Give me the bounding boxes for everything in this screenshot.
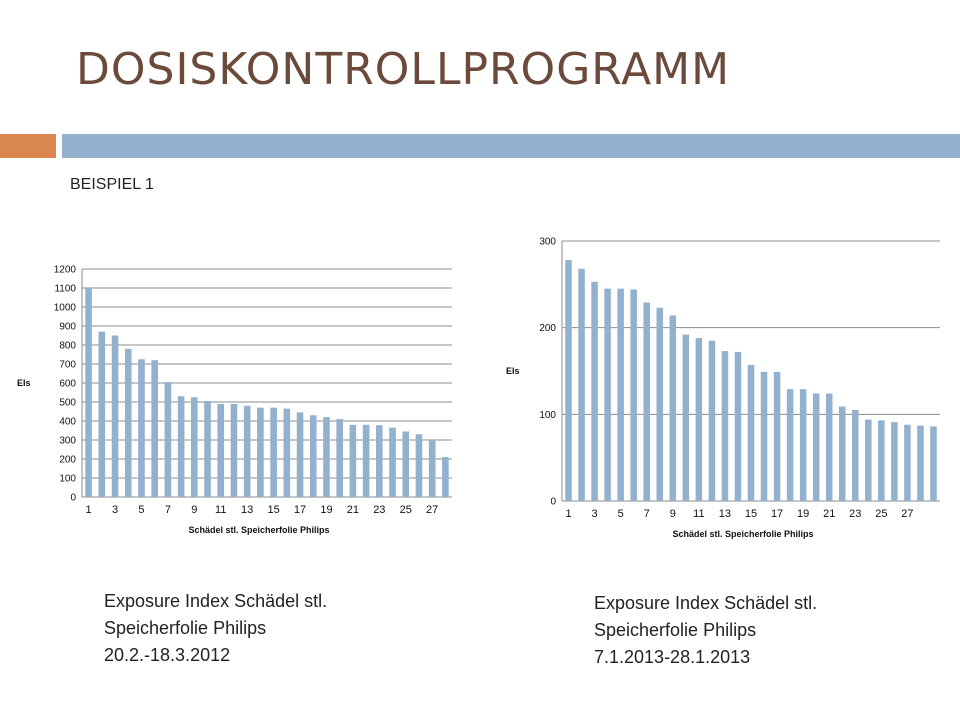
x-tick-label: 27 — [426, 504, 439, 516]
x-tick-label: 1 — [85, 504, 92, 516]
chart-2013 — [500, 230, 950, 554]
caption-date-range: 7.1.2013-28.1.2013 — [594, 647, 751, 667]
bar — [813, 394, 820, 501]
bar — [578, 269, 585, 501]
x-tick-label: 7 — [164, 504, 171, 516]
bar — [787, 389, 794, 501]
bar — [657, 308, 664, 501]
bar — [416, 434, 423, 497]
x-tick-label: 21 — [823, 508, 836, 520]
bar — [151, 360, 158, 497]
bar — [376, 425, 383, 497]
bar — [204, 401, 211, 497]
bar — [112, 336, 119, 498]
bar — [774, 372, 781, 501]
caption-line: Speicherfolie Philips — [594, 620, 757, 640]
bar — [735, 352, 742, 501]
caption-line: Exposure Index Schädel stl. — [594, 593, 818, 613]
y-axis-title: EIs — [17, 378, 31, 388]
x-tick-label: 9 — [669, 508, 676, 520]
y-tick-label: 400 — [59, 416, 76, 428]
bar — [165, 382, 172, 497]
bar — [429, 440, 436, 497]
bar — [617, 289, 624, 501]
bar — [178, 396, 185, 497]
title-accent-bar-orange — [0, 134, 56, 158]
bar — [930, 426, 937, 501]
y-tick-label: 500 — [59, 397, 76, 409]
bar — [284, 409, 291, 497]
bar — [336, 419, 343, 497]
bar — [389, 428, 396, 497]
y-tick-label: 100 — [539, 409, 556, 421]
x-tick-label: 3 — [591, 508, 598, 520]
y-tick-label: 300 — [539, 236, 556, 248]
x-tick-label: 13 — [241, 504, 254, 516]
y-tick-label: 200 — [59, 454, 76, 466]
bar — [85, 288, 92, 497]
bar — [878, 420, 885, 501]
bar — [442, 457, 449, 497]
bar — [604, 289, 611, 501]
bar — [696, 338, 703, 501]
y-tick-label: 0 — [70, 492, 76, 504]
bar — [191, 397, 198, 497]
caption-chart-2013 — [594, 590, 817, 671]
y-tick-label: 900 — [59, 321, 76, 333]
x-tick-label: 21 — [346, 504, 360, 516]
x-tick-label: 11 — [693, 508, 705, 520]
caption-line: Speicherfolie Philips — [104, 618, 267, 638]
bar — [917, 426, 924, 501]
x-tick-label: 13 — [718, 508, 732, 520]
x-tick-label: 15 — [744, 508, 758, 520]
x-tick-label: 15 — [267, 504, 280, 516]
bar — [297, 412, 304, 497]
x-tick-label: 3 — [111, 504, 119, 516]
x-tick-label: 17 — [293, 504, 307, 516]
y-tick-label: 1000 — [53, 302, 76, 314]
x-tick-label: 19 — [797, 508, 810, 520]
bar — [722, 351, 729, 501]
bar — [709, 341, 716, 501]
bar — [257, 408, 264, 497]
caption-line: Exposure Index Schädel stl. — [104, 591, 328, 611]
x-tick-label: 27 — [901, 508, 914, 520]
y-tick-label: 1100 — [54, 283, 76, 295]
bar — [683, 335, 690, 501]
bar — [402, 431, 409, 497]
bar — [217, 404, 224, 497]
bar — [99, 332, 106, 497]
y-axis-title: EIs — [506, 366, 520, 376]
bar — [670, 316, 677, 501]
bar — [231, 404, 238, 497]
slide-title: DOSISKONTROLLPROGRAMM — [76, 44, 731, 95]
bar — [350, 425, 357, 497]
x-tick-label: 19 — [320, 504, 333, 516]
bar — [839, 407, 846, 501]
x-tick-label: 23 — [849, 508, 862, 520]
y-tick-label: 0 — [550, 496, 556, 508]
x-tick-label: 23 — [373, 504, 386, 516]
chart-2012 — [14, 258, 464, 552]
bar — [323, 417, 330, 497]
bar — [591, 282, 598, 501]
bar — [270, 408, 277, 497]
title-accent-bar-blue — [62, 134, 960, 158]
bar — [643, 303, 650, 501]
caption-chart-2012 — [104, 588, 327, 669]
bar — [748, 365, 755, 501]
y-tick-label: 800 — [59, 340, 76, 352]
x-tick-label: 11 — [215, 504, 227, 516]
x-tick-label: 25 — [875, 508, 888, 520]
bar — [826, 394, 833, 501]
x-tick-label: 7 — [643, 508, 650, 520]
y-tick-label: 100 — [59, 473, 76, 485]
bar-chart-svg — [500, 230, 950, 550]
bar — [244, 406, 251, 497]
bar-chart-svg — [14, 258, 464, 548]
caption-date-range: 20.2.-18.3.2012 — [104, 645, 231, 665]
bar — [865, 420, 872, 501]
bar — [125, 349, 132, 497]
bar — [891, 422, 898, 501]
x-axis-title: Schädel stl. Speicherfolie Philips — [672, 529, 814, 539]
bar — [565, 260, 572, 501]
bar — [310, 415, 317, 497]
x-axis-title: Schädel stl. Speicherfolie Philips — [188, 525, 330, 535]
bar — [852, 410, 859, 501]
y-tick-label: 700 — [59, 359, 76, 371]
y-tick-label: 300 — [59, 435, 76, 447]
bar — [904, 425, 911, 501]
x-tick-label: 17 — [770, 508, 784, 520]
bar — [363, 425, 370, 497]
x-tick-label: 1 — [565, 508, 572, 520]
slide-subtitle: BEISPIEL 1 — [70, 176, 154, 193]
bar — [138, 359, 145, 497]
y-tick-label: 200 — [539, 323, 556, 335]
y-tick-label: 1200 — [53, 264, 76, 276]
bar — [630, 290, 637, 501]
bar — [800, 389, 807, 501]
x-tick-label: 25 — [399, 504, 412, 516]
x-tick-label: 9 — [191, 504, 198, 516]
y-tick-label: 600 — [59, 378, 76, 390]
x-tick-label: 5 — [138, 504, 145, 516]
bar — [761, 372, 768, 501]
x-tick-label: 5 — [617, 508, 624, 520]
